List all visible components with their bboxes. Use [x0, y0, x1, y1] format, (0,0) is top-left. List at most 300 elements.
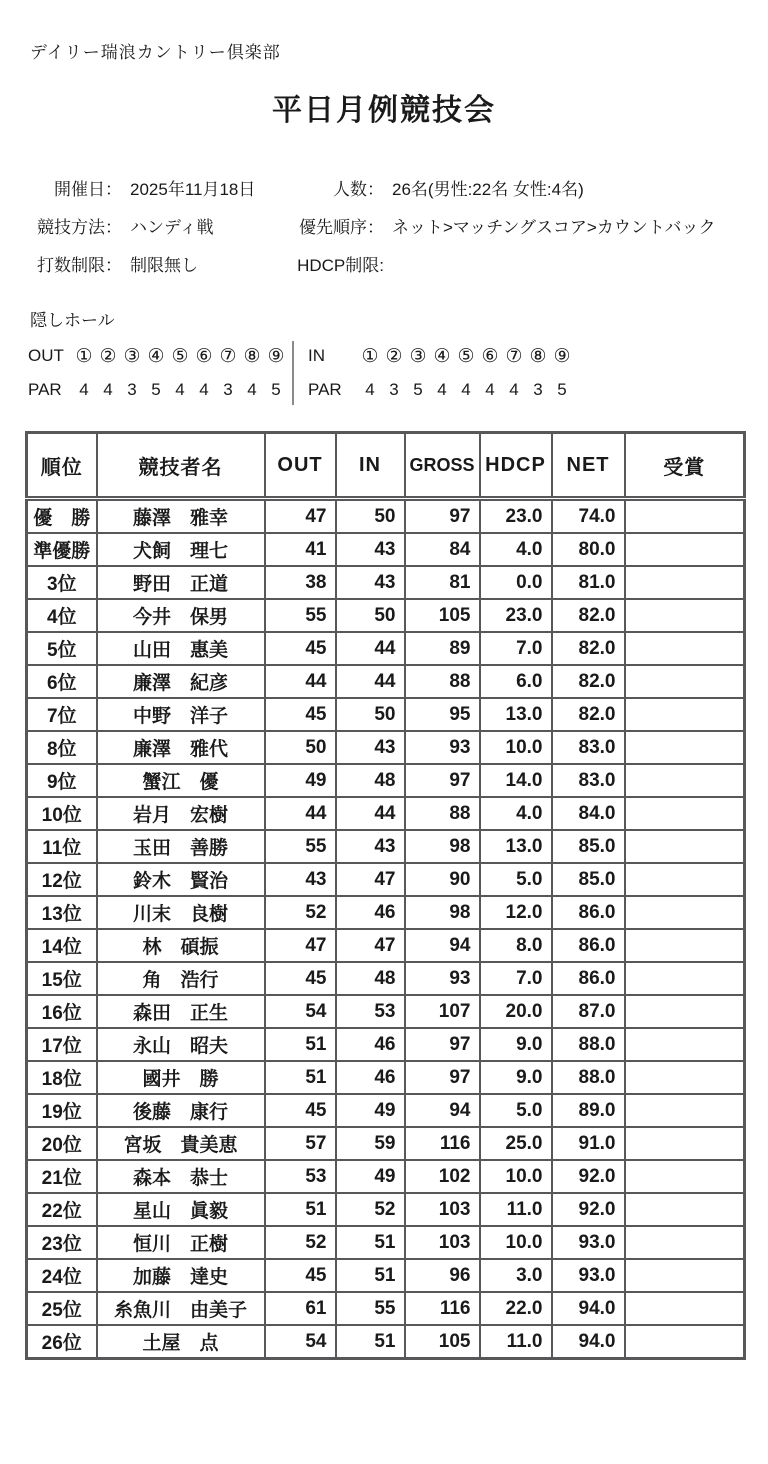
- player-name-cell: 後藤 康行: [97, 1094, 265, 1127]
- award-cell: [625, 1160, 745, 1193]
- table-row: [27, 1259, 745, 1292]
- hdcp-cell: 9.0: [480, 1028, 552, 1061]
- out-score-cell: 61: [265, 1292, 336, 1325]
- in-score-cell: 46: [336, 1028, 405, 1061]
- hdcp-cell: 13.0: [480, 698, 552, 731]
- hole-value: 4: [365, 380, 375, 399]
- out-score-cell: 44: [265, 797, 336, 830]
- in-score-cell: 48: [336, 764, 405, 797]
- award-cell: [625, 764, 745, 797]
- table-row: [27, 1193, 745, 1226]
- in-score-cell: 43: [336, 731, 405, 764]
- net-score-cell: 92.0: [552, 1193, 625, 1226]
- player-name-cell: 岩月 宏樹: [97, 797, 265, 830]
- net-score-cell: 93.0: [552, 1259, 625, 1292]
- table-row: [27, 1061, 745, 1094]
- gross-score-cell: 98: [405, 830, 480, 863]
- net-score-cell: 86.0: [552, 929, 625, 962]
- table-row: [27, 599, 745, 632]
- net-score-cell: 83.0: [552, 764, 625, 797]
- player-name-cell: 宮坂 貴美恵: [97, 1127, 265, 1160]
- header-net: NET: [552, 433, 625, 499]
- award-cell: [625, 797, 745, 830]
- gross-score-cell: 88: [405, 797, 480, 830]
- table-row: [27, 830, 745, 863]
- out-score-cell: 53: [265, 1160, 336, 1193]
- award-cell: [625, 962, 745, 995]
- out-score-cell: 54: [265, 1325, 336, 1359]
- award-cell: [625, 632, 745, 665]
- header-award: 受賞: [625, 433, 745, 499]
- in-score-cell: 44: [336, 797, 405, 830]
- out-hole-numbers: [72, 345, 288, 368]
- gross-score-cell: 89: [405, 632, 480, 665]
- player-name-cell: 中野 洋子: [97, 698, 265, 731]
- award-cell: [625, 1028, 745, 1061]
- player-name-cell: 山田 惠美: [97, 632, 265, 665]
- gross-score-cell: 81: [405, 566, 480, 599]
- rank-cell: 18位: [27, 1061, 97, 1094]
- out-score-cell: 38: [265, 566, 336, 599]
- club-name: デイリー瑞浪カントリー倶楽部: [30, 43, 281, 62]
- rank-cell: 6位: [27, 665, 97, 698]
- award-cell: [625, 599, 745, 632]
- in-score-cell: 43: [336, 830, 405, 863]
- in-label: IN: [308, 346, 325, 365]
- rank-cell: 14位: [27, 929, 97, 962]
- hole-value: ④: [147, 345, 165, 367]
- rank-cell: 24位: [27, 1259, 97, 1292]
- net-score-cell: 82.0: [552, 665, 625, 698]
- in-score-cell: 59: [336, 1127, 405, 1160]
- priority-value: ネット>マッチングスコア>カウントバック: [392, 218, 716, 237]
- award-cell: [625, 665, 745, 698]
- hole-value: 4: [199, 380, 209, 399]
- player-name-cell: 犬飼 理七: [97, 533, 265, 566]
- rank-cell: 26位: [27, 1325, 97, 1359]
- net-score-cell: 83.0: [552, 731, 625, 764]
- hdcp-cell: 14.0: [480, 764, 552, 797]
- hdcp-cell: 3.0: [480, 1259, 552, 1292]
- hole-value: 3: [223, 380, 233, 399]
- rank-cell: 8位: [27, 731, 97, 764]
- out-score-cell: 51: [265, 1061, 336, 1094]
- header-hdcp: HDCP: [480, 433, 552, 499]
- rank-cell: 12位: [27, 863, 97, 896]
- out-score-cell: 45: [265, 1094, 336, 1127]
- gross-score-cell: 94: [405, 929, 480, 962]
- hidden-holes-title: 隠しホール: [30, 311, 115, 330]
- award-cell: [625, 1061, 745, 1094]
- player-name-cell: 林 碩振: [97, 929, 265, 962]
- award-cell: [625, 1226, 745, 1259]
- table-row: [27, 1028, 745, 1061]
- hdcp-cell: 22.0: [480, 1292, 552, 1325]
- in-score-cell: 49: [336, 1160, 405, 1193]
- player-name-cell: 鈴木 賢治: [97, 863, 265, 896]
- net-score-cell: 85.0: [552, 863, 625, 896]
- in-par-values: [358, 380, 574, 400]
- hdcp-cell: 23.0: [480, 599, 552, 632]
- in-score-cell: 48: [336, 962, 405, 995]
- rank-cell: 11位: [27, 830, 97, 863]
- stroke-limit-value: 制限無し: [130, 256, 198, 275]
- rank-cell: 19位: [27, 1094, 97, 1127]
- gross-score-cell: 94: [405, 1094, 480, 1127]
- hdcp-cell: 25.0: [480, 1127, 552, 1160]
- table-row: [27, 566, 745, 599]
- date-label: 開催日：: [54, 180, 122, 199]
- out-score-cell: 47: [265, 929, 336, 962]
- net-score-cell: 85.0: [552, 830, 625, 863]
- award-cell: [625, 995, 745, 1028]
- hole-value: 5: [557, 380, 567, 399]
- table-row: [27, 1226, 745, 1259]
- hdcp-cell: 11.0: [480, 1325, 552, 1359]
- table-row: [27, 533, 745, 566]
- hdcp-cell: 7.0: [480, 632, 552, 665]
- player-name-cell: 星山 眞毅: [97, 1193, 265, 1226]
- rank-cell: 準優勝: [27, 533, 97, 566]
- holes-divider: [292, 341, 294, 405]
- hole-value: 3: [533, 380, 543, 399]
- results-table: [25, 431, 746, 1360]
- net-score-cell: 92.0: [552, 1160, 625, 1193]
- hdcp-cell: 20.0: [480, 995, 552, 1028]
- hdcp-cell: 13.0: [480, 830, 552, 863]
- hole-value: 5: [271, 380, 281, 399]
- table-row: [27, 1325, 745, 1359]
- gross-score-cell: 116: [405, 1292, 480, 1325]
- player-name-cell: 廉澤 紀彦: [97, 665, 265, 698]
- count-value: 26名(男性:22名 女性:4名): [392, 180, 584, 199]
- award-cell: [625, 929, 745, 962]
- rank-cell: 4位: [27, 599, 97, 632]
- net-score-cell: 94.0: [552, 1325, 625, 1359]
- header-rank: 順位: [27, 433, 97, 499]
- out-score-cell: 43: [265, 863, 336, 896]
- hole-value: ④: [433, 345, 451, 367]
- in-score-cell: 50: [336, 499, 405, 534]
- net-score-cell: 88.0: [552, 1061, 625, 1094]
- award-cell: [625, 1127, 745, 1160]
- player-name-cell: 土屋 点: [97, 1325, 265, 1359]
- hole-value: ⑥: [481, 345, 499, 367]
- hole-value: ①: [75, 345, 93, 367]
- hole-value: ⑥: [195, 345, 213, 367]
- hole-value: 5: [151, 380, 161, 399]
- hole-value: 4: [461, 380, 471, 399]
- table-row: [27, 499, 745, 534]
- net-score-cell: 82.0: [552, 632, 625, 665]
- in-holes-group: [302, 341, 574, 405]
- gross-score-cell: 105: [405, 1325, 480, 1359]
- net-score-cell: 86.0: [552, 896, 625, 929]
- rank-cell: 25位: [27, 1292, 97, 1325]
- in-score-cell: 44: [336, 665, 405, 698]
- priority-label: 優先順序：: [299, 218, 384, 237]
- table-row: [27, 929, 745, 962]
- gross-score-cell: 90: [405, 863, 480, 896]
- hole-value: ⑦: [505, 345, 523, 367]
- out-score-cell: 55: [265, 830, 336, 863]
- net-score-cell: 87.0: [552, 995, 625, 1028]
- hole-value: 4: [437, 380, 447, 399]
- out-score-cell: 52: [265, 896, 336, 929]
- player-name-cell: 玉田 善勝: [97, 830, 265, 863]
- net-score-cell: 81.0: [552, 566, 625, 599]
- hdcp-cell: 8.0: [480, 929, 552, 962]
- gross-score-cell: 95: [405, 698, 480, 731]
- in-score-cell: 50: [336, 599, 405, 632]
- hdcp-cell: 10.0: [480, 1160, 552, 1193]
- player-name-cell: 蟹江 優: [97, 764, 265, 797]
- rank-cell: 13位: [27, 896, 97, 929]
- award-cell: [625, 863, 745, 896]
- net-score-cell: 84.0: [552, 797, 625, 830]
- hole-value: ⑧: [243, 345, 261, 367]
- in-score-cell: 46: [336, 896, 405, 929]
- out-score-cell: 51: [265, 1193, 336, 1226]
- out-score-cell: 47: [265, 499, 336, 534]
- out-score-cell: 54: [265, 995, 336, 1028]
- player-name-cell: 野田 正道: [97, 566, 265, 599]
- table-row: [27, 764, 745, 797]
- out-score-cell: 50: [265, 731, 336, 764]
- player-name-cell: 角 浩行: [97, 962, 265, 995]
- out-par-label: PAR: [28, 380, 62, 399]
- hole-value: ⑧: [529, 345, 547, 367]
- hdcp-cell: 9.0: [480, 1061, 552, 1094]
- results-tbody: [27, 499, 745, 1359]
- rank-cell: 21位: [27, 1160, 97, 1193]
- hole-value: 4: [175, 380, 185, 399]
- net-score-cell: 82.0: [552, 698, 625, 731]
- award-cell: [625, 533, 745, 566]
- gross-score-cell: 97: [405, 1028, 480, 1061]
- in-score-cell: 49: [336, 1094, 405, 1127]
- header-name: 競技者名: [97, 433, 265, 499]
- award-cell: [625, 830, 745, 863]
- out-score-cell: 55: [265, 599, 336, 632]
- player-name-cell: 藤澤 雅幸: [97, 499, 265, 534]
- player-name-cell: 恒川 正樹: [97, 1226, 265, 1259]
- date-value: 2025年11月18日: [130, 180, 256, 199]
- net-score-cell: 82.0: [552, 599, 625, 632]
- hole-value: ①: [361, 345, 379, 367]
- in-hole-numbers: [358, 345, 574, 368]
- in-score-cell: 51: [336, 1259, 405, 1292]
- award-cell: [625, 698, 745, 731]
- out-score-cell: 45: [265, 1259, 336, 1292]
- out-score-cell: 45: [265, 698, 336, 731]
- in-score-cell: 47: [336, 863, 405, 896]
- award-cell: [625, 896, 745, 929]
- table-row: [27, 1094, 745, 1127]
- gross-score-cell: 93: [405, 731, 480, 764]
- out-score-cell: 49: [265, 764, 336, 797]
- method-label: 競技方法：: [37, 218, 122, 237]
- rank-cell: 5位: [27, 632, 97, 665]
- hole-value: ③: [123, 345, 141, 367]
- player-name-cell: 森本 恭士: [97, 1160, 265, 1193]
- results-header-row: [27, 433, 745, 499]
- hdcp-cell: 12.0: [480, 896, 552, 929]
- count-label: 人数：: [333, 180, 384, 199]
- net-score-cell: 80.0: [552, 533, 625, 566]
- table-row: [27, 896, 745, 929]
- hole-value: ⑨: [267, 345, 285, 367]
- player-name-cell: 國井 勝: [97, 1061, 265, 1094]
- net-score-cell: 88.0: [552, 1028, 625, 1061]
- out-score-cell: 44: [265, 665, 336, 698]
- out-score-cell: 45: [265, 632, 336, 665]
- in-score-cell: 43: [336, 533, 405, 566]
- in-score-cell: 43: [336, 566, 405, 599]
- hdcp-cell: 5.0: [480, 863, 552, 896]
- table-row: [27, 1160, 745, 1193]
- hole-value: 4: [79, 380, 89, 399]
- award-cell: [625, 566, 745, 599]
- hole-value: ③: [409, 345, 427, 367]
- rank-cell: 3位: [27, 566, 97, 599]
- gross-score-cell: 96: [405, 1259, 480, 1292]
- gross-score-cell: 97: [405, 499, 480, 534]
- award-cell: [625, 1094, 745, 1127]
- player-name-cell: 森田 正生: [97, 995, 265, 1028]
- hole-value: ⑤: [171, 345, 189, 367]
- in-score-cell: 53: [336, 995, 405, 1028]
- player-name-cell: 今井 保男: [97, 599, 265, 632]
- in-par-label: PAR: [308, 380, 342, 399]
- header-gross: GROSS: [405, 433, 480, 499]
- gross-score-cell: 102: [405, 1160, 480, 1193]
- hdcp-cell: 4.0: [480, 797, 552, 830]
- hidden-holes-panel: [28, 341, 768, 405]
- out-holes-group: [28, 341, 288, 405]
- award-cell: [625, 1193, 745, 1226]
- hole-value: 3: [127, 380, 137, 399]
- hdcp-cell: 23.0: [480, 499, 552, 534]
- rank-cell: 22位: [27, 1193, 97, 1226]
- rank-cell: 15位: [27, 962, 97, 995]
- hdcp-cell: 4.0: [480, 533, 552, 566]
- net-score-cell: 91.0: [552, 1127, 625, 1160]
- gross-score-cell: 103: [405, 1193, 480, 1226]
- stroke-limit-label: 打数制限：: [37, 256, 122, 275]
- out-score-cell: 45: [265, 962, 336, 995]
- table-row: [27, 698, 745, 731]
- in-score-cell: 46: [336, 1061, 405, 1094]
- in-score-cell: 51: [336, 1226, 405, 1259]
- gross-score-cell: 97: [405, 1061, 480, 1094]
- hole-value: 4: [247, 380, 257, 399]
- hdcp-cell: 6.0: [480, 665, 552, 698]
- table-row: [27, 995, 745, 1028]
- table-row: [27, 1292, 745, 1325]
- hole-value: 4: [103, 380, 113, 399]
- rank-cell: 7位: [27, 698, 97, 731]
- hole-value: 5: [413, 380, 423, 399]
- table-row: [27, 632, 745, 665]
- out-par-values: [72, 380, 288, 400]
- award-cell: [625, 1325, 745, 1359]
- gross-score-cell: 116: [405, 1127, 480, 1160]
- gross-score-cell: 97: [405, 764, 480, 797]
- rank-cell: 23位: [27, 1226, 97, 1259]
- out-score-cell: 51: [265, 1028, 336, 1061]
- rank-cell: 10位: [27, 797, 97, 830]
- in-score-cell: 44: [336, 632, 405, 665]
- net-score-cell: 86.0: [552, 962, 625, 995]
- in-score-cell: 51: [336, 1325, 405, 1359]
- net-score-cell: 93.0: [552, 1226, 625, 1259]
- player-name-cell: 川末 良樹: [97, 896, 265, 929]
- net-score-cell: 89.0: [552, 1094, 625, 1127]
- hole-value: 4: [485, 380, 495, 399]
- table-row: [27, 1127, 745, 1160]
- in-score-cell: 50: [336, 698, 405, 731]
- hole-value: 4: [509, 380, 519, 399]
- net-score-cell: 94.0: [552, 1292, 625, 1325]
- gross-score-cell: 84: [405, 533, 480, 566]
- gross-score-cell: 105: [405, 599, 480, 632]
- hole-value: ②: [385, 345, 403, 367]
- gross-score-cell: 98: [405, 896, 480, 929]
- gross-score-cell: 88: [405, 665, 480, 698]
- rank-cell: 20位: [27, 1127, 97, 1160]
- award-cell: [625, 1259, 745, 1292]
- hole-value: ⑦: [219, 345, 237, 367]
- hdcp-cell: 10.0: [480, 1226, 552, 1259]
- player-name-cell: 永山 昭夫: [97, 1028, 265, 1061]
- method-value: ハンディ戦: [130, 218, 214, 237]
- event-info: [30, 175, 768, 276]
- award-cell: [625, 499, 745, 534]
- rank-cell: 優 勝: [27, 499, 97, 534]
- out-label: OUT: [28, 346, 64, 365]
- net-score-cell: 74.0: [552, 499, 625, 534]
- award-cell: [625, 1292, 745, 1325]
- gross-score-cell: 93: [405, 962, 480, 995]
- in-score-cell: 52: [336, 1193, 405, 1226]
- table-row: [27, 863, 745, 896]
- hdcp-cell: 0.0: [480, 566, 552, 599]
- gross-score-cell: 103: [405, 1226, 480, 1259]
- page-title: 平日月例競技会: [272, 94, 496, 127]
- hole-value: ⑨: [553, 345, 571, 367]
- table-row: [27, 731, 745, 764]
- in-score-cell: 47: [336, 929, 405, 962]
- rank-cell: 17位: [27, 1028, 97, 1061]
- hdcp-cell: 10.0: [480, 731, 552, 764]
- rank-cell: 16位: [27, 995, 97, 1028]
- table-row: [27, 962, 745, 995]
- header-out: OUT: [265, 433, 336, 499]
- rank-cell: 9位: [27, 764, 97, 797]
- header-in: IN: [336, 433, 405, 499]
- hole-value: 3: [389, 380, 399, 399]
- out-score-cell: 41: [265, 533, 336, 566]
- hdcp-cell: 5.0: [480, 1094, 552, 1127]
- hole-value: ⑤: [457, 345, 475, 367]
- hdcp-limit-label: HDCP制限:: [297, 256, 384, 275]
- player-name-cell: 糸魚川 由美子: [97, 1292, 265, 1325]
- out-score-cell: 57: [265, 1127, 336, 1160]
- in-score-cell: 55: [336, 1292, 405, 1325]
- gross-score-cell: 107: [405, 995, 480, 1028]
- hole-value: ②: [99, 345, 117, 367]
